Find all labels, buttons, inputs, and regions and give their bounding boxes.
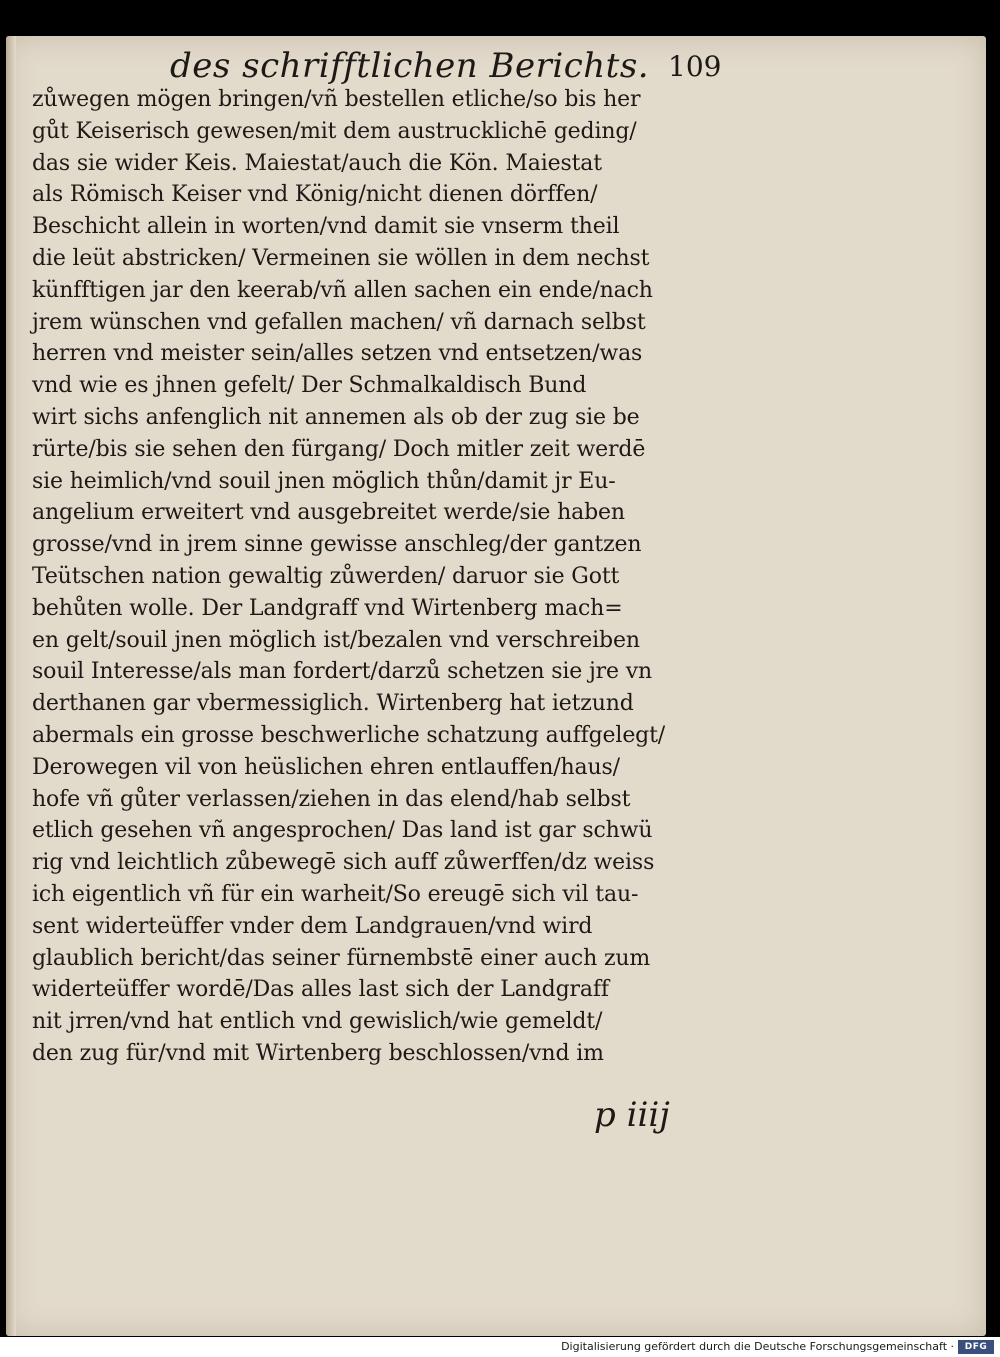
text-line: en gelt/souil jnen möglich ist/bezalen vnd verschreiben	[32, 627, 640, 653]
text-line: Beschicht allein in worten/vnd damit sie vnserm theil	[32, 214, 620, 240]
text-line: angelium erweitert vnd ausgebreitet werde/sie haben	[32, 500, 625, 526]
text-line: abermals ein grosse beschwerliche schatzung auffgelegt/	[32, 722, 666, 748]
text-line: Teütschen nation gewaltig zůwerden/ daruor sie Gott	[32, 563, 620, 589]
text-line: glaublich bericht/das seiner fürnembstē einer auch zum	[32, 945, 651, 971]
text-line: als Römisch Keiser vnd König/nicht dienen dörffen/	[32, 182, 598, 208]
text-line: souil Interesse/als man fordert/darzů schetzen sie jre vn	[32, 659, 653, 685]
text-line: sent widerteüffer vnder dem Landgrauen/vnd wird	[32, 913, 593, 939]
text-line: herren vnd meister sein/alles setzen vnd entsetzen/was	[32, 341, 643, 367]
funding-credit: Digitalisierung gefördert durch die Deutsche Forschungsgemeinschaft ·	[561, 1340, 954, 1353]
signature-mark: p iiij	[594, 1095, 670, 1135]
text-line: widerteüffer wordē/Das alles last sich der Landgraff	[32, 977, 609, 1003]
text-line: ich eigentlich vñ für ein warheit/So ereugē sich vil tau-	[32, 881, 639, 907]
text-line: etlich gesehen vñ angesprochen/ Das land ist gar schwü	[32, 818, 653, 844]
text-line: wirt sichs anfenglich nit annemen als ob der zug sie be	[32, 404, 640, 430]
text-line: nit jrren/vnd hat entlich vnd gewislich/wie gemeldt/	[32, 1009, 603, 1035]
dfg-logo: DFG	[958, 1340, 994, 1354]
text-line: zůwegen mögen bringen/vñ bestellen etliche/so bis her	[32, 87, 641, 112]
text-line: hofe vñ gůter verlassen/ziehen in das elend/hab selbst	[32, 786, 631, 812]
text-line: die leüt abstricken/ Vermeinen sie wöllen in dem nechst	[32, 245, 650, 271]
footer-bar	[0, 1337, 1000, 1357]
text-line: künfftigen jar den keerab/vñ allen sachen ein ende/nach	[32, 277, 653, 303]
text-line: vnd wie es jhnen gefelt/ Der Schmalkaldisch Bund	[32, 373, 587, 399]
running-head: des schrifftlichen Berichts.	[170, 46, 650, 86]
text-line: rürte/bis sie sehen den fürgang/ Doch mitler zeit werdē	[32, 436, 646, 462]
page-binding-edge	[6, 36, 16, 1336]
text-line: jrem wünschen vnd gefallen machen/ vñ darnach selbst	[32, 309, 646, 335]
text-line: grosse/vnd in jrem sinne gewisse anschleg/der gantzen	[32, 532, 642, 558]
text-line: sie heimlich/vnd souil jnen möglich thůn/damit jr Eu-	[32, 468, 616, 494]
text-line: gůt Keiserisch gewesen/mit dem austrucklichē geding/	[32, 118, 637, 144]
body-text	[32, 84, 752, 1070]
text-line: derthanen gar vbermessiglich. Wirtenberg hat ietzund	[32, 691, 634, 717]
text-line: das sie wider Keis. Maiestat/auch die Kön. Maiestat	[32, 150, 602, 176]
page-number: 109	[668, 50, 722, 83]
text-line: behůten wolle. Der Landgraff vnd Wirtenberg mach=	[32, 595, 623, 621]
text-line: den zug für/vnd mit Wirtenberg beschlossen/vnd im	[32, 1040, 604, 1066]
text-line: rig vnd leichtlich zůbewegē sich auff zůwerffen/dz weiss	[32, 850, 655, 876]
text-line: Derowegen vil von heüslichen ehren entlauffen/haus/	[32, 754, 620, 780]
